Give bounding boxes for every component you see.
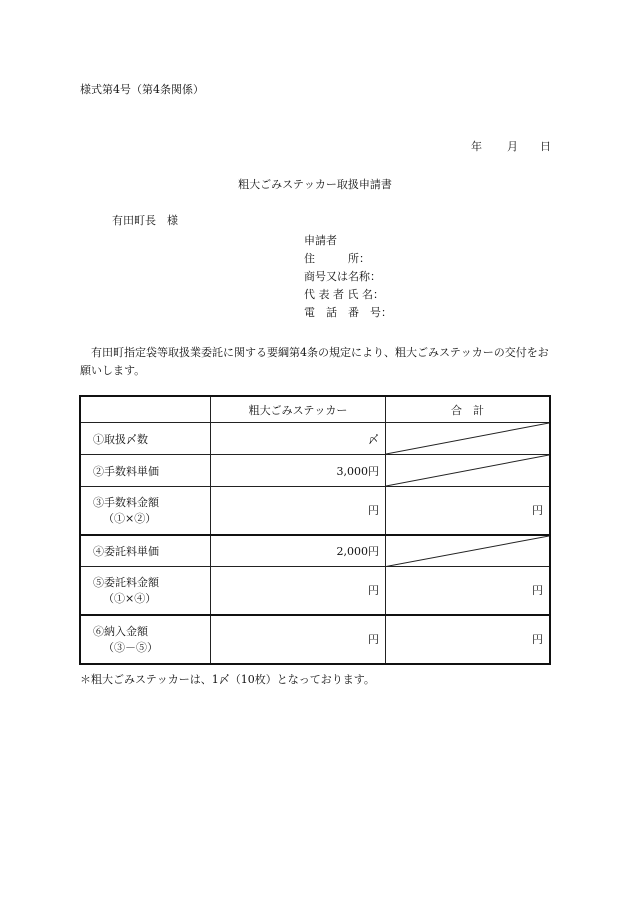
row-label-cell: [80, 615, 211, 664]
diagonal-line: [386, 455, 549, 486]
row-sublabel: （③－⑤）: [103, 641, 158, 654]
row-sticker-value: 円: [211, 487, 386, 535]
row-sticker-value: 円: [211, 567, 386, 615]
table-row: [80, 423, 550, 455]
document-title: 粗大ごみステッカー取扱申請書: [238, 178, 392, 191]
row-label: ①取扱〆数: [80, 423, 211, 455]
table-row: [80, 615, 550, 664]
row-label: ⑥納入金額: [93, 625, 148, 638]
row-label-cell: [80, 487, 211, 535]
applicant-company-label: 商号又は名称：: [304, 270, 381, 283]
row-sticker-value: 3,000円: [211, 455, 386, 487]
row-sticker-value: 〆: [211, 423, 386, 455]
row-sticker-value: 2,000円: [211, 535, 386, 567]
date-day: 日: [540, 140, 551, 153]
fee-table: [79, 395, 551, 665]
applicant-phone-label: 電 話 番 号：: [304, 306, 392, 319]
addressee: 有田町長 様: [112, 214, 178, 227]
diagonal-line: [386, 536, 549, 567]
row-label: ②手数料単価: [80, 455, 211, 487]
row-sticker-value: 円: [211, 615, 386, 664]
row-total-diagonal: [386, 455, 551, 487]
form-number: 様式第4号（第4条関係）: [80, 83, 204, 96]
row-total-diagonal: [386, 423, 551, 455]
table-row: [80, 535, 550, 567]
date-month: 月: [507, 140, 518, 153]
row-label-cell: [80, 567, 211, 615]
row-total-value: 円: [386, 567, 551, 615]
row-total-value: 円: [386, 615, 551, 664]
header-sticker: 粗大ごみステッカー: [211, 396, 386, 423]
diagonal-line: [386, 423, 549, 454]
row-label: ④委託料単価: [80, 535, 211, 567]
table-row: [80, 567, 550, 615]
table-row: [80, 487, 550, 535]
row-total-value: 円: [386, 487, 551, 535]
header-total: 合 計: [386, 396, 551, 423]
applicant-heading: 申請者: [304, 234, 337, 247]
table-header-row: [80, 396, 550, 423]
applicant-representative-label: 代 表 者 氏 名：: [304, 288, 384, 301]
date-year: 年: [471, 140, 482, 153]
footnote: ＊粗大ごみステッカーは、1〆（10枚）となっております。: [80, 673, 375, 686]
row-label: ⑤委託料金額: [93, 576, 159, 590]
row-sublabel: （①×②）: [103, 512, 157, 526]
header-blank-cell: [80, 396, 211, 423]
request-body-text: 有田町指定袋等取扱業委託に関する要綱第4条の規定により、粗大ごみステッカーの交付をお願いします。: [80, 346, 549, 377]
row-label: ③手数料金額: [93, 496, 159, 510]
row-sublabel: （①×④）: [103, 592, 157, 606]
row-total-diagonal: [386, 535, 551, 567]
table-row: [80, 455, 550, 487]
applicant-address-label: 住 所：: [304, 252, 370, 265]
